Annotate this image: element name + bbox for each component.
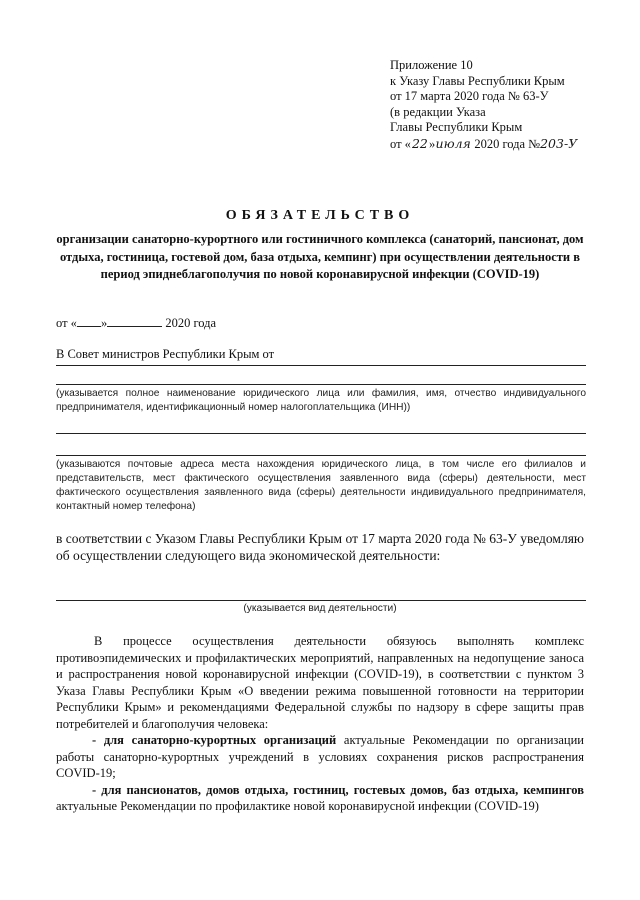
bullet-sanatorium (56, 732, 584, 782)
bullet-hotels (56, 782, 584, 815)
date-suffix: 2020 года (165, 316, 217, 330)
address-blank-2[interactable] (56, 455, 586, 456)
handwritten-day: 22 (411, 135, 428, 151)
appendix-block (390, 58, 577, 152)
bullet-text: актуальные Рекомендации по организации работы санаторно-курортных учреждений в условиях сохранения рисков распространения COVID-19; (56, 733, 584, 780)
address-note: (указываются почтовые адреса места нахождения юридического лица, в том числе его филиалов и представительств, мест фактического осуществления заявленного вида (сферы) деятельности, мест фактического осуществления заявленного вида (сферы) деятельности индивидуального предпринимателя, контактный номер телефона) (56, 459, 586, 512)
applicant-name-blank-2[interactable] (56, 384, 586, 385)
activity-blank[interactable] (56, 600, 586, 601)
document-title: ОБЯЗАТЕЛЬСТВО (225, 208, 415, 223)
notice-paragraph: в соответствии с Указом Главы Республики Крым от 17 марта 2020 года № 63-У уведомляю об осуществлении следующего вида экономической деятельности: (56, 531, 584, 563)
appendix-line: к Указу Главы Республики Крым (390, 73, 565, 88)
document-subtitle: организации санаторно-курортного или гостиничного комплекса (санаторий, пансионат, дом отдыха, гостиница, гостевой дом, база отдыха, кемпинг) при осуществлении деятельности в период эпиднеблагополучия по новой коронавирусной инфекции (COVID-19) (56, 232, 584, 281)
address-blank[interactable] (56, 433, 586, 434)
appendix-year: 2020 года № (471, 136, 541, 151)
council-line: В Совет министров Республики Крым от (56, 347, 275, 361)
appendix-from-prefix: от « (390, 136, 411, 151)
date-line (56, 315, 216, 331)
bullet-bold: - для санаторно-курортных организаций (92, 733, 337, 747)
activity-note: (указывается вид деятельности) (243, 603, 397, 614)
appendix-line: Главы Республики Крым (390, 120, 523, 134)
applicant-name-blank[interactable] (56, 365, 586, 366)
appendix-line: Приложение 10 (390, 58, 473, 72)
appendix-sep: » (428, 136, 436, 151)
handwritten-month: июля (435, 135, 471, 151)
appendix-line: (в редакции Указа (390, 104, 486, 119)
date-month-blank[interactable] (107, 315, 162, 327)
bullet-bold: - для пансионатов, домов отдыха, гостиниц, гостевых домов, баз отдыха, кемпингов (92, 782, 584, 797)
appendix-edition-line (390, 136, 577, 153)
date-prefix: от « (56, 316, 77, 330)
bullet-text: актуальные Рекомендации по профилактике новой коронавирусной инфекции (COVID-19) (56, 799, 539, 813)
handwritten-number: 203-У (540, 135, 578, 151)
body-paragraph: В процессе осуществления деятельности обязуюсь выполнять комплекс противоэпидемических и профилактических мероприятий, направленных на недопущение заноса и распространения новой коронавирусной инфекции (COVID-19), в соответствии с пунктом 3 Указа Главы Республики Крым «О введении режима повышенной готовности на территории Республики Крым» и рекомендациями Федеральной службы по надзору в сфере защиты прав потребителей и благополучия человека: (56, 634, 584, 731)
date-day-blank[interactable] (77, 315, 101, 327)
obligations-body (56, 633, 584, 815)
date-mid: » (100, 316, 108, 330)
appendix-line: от 17 марта 2020 года № 63-У (390, 89, 549, 103)
applicant-name-note: (указывается полное наименование юридического лица или фамилия, имя, отчество индивидуального предпринимателя, идентификационный номер налогоплательщика (ИНН)) (56, 388, 586, 413)
